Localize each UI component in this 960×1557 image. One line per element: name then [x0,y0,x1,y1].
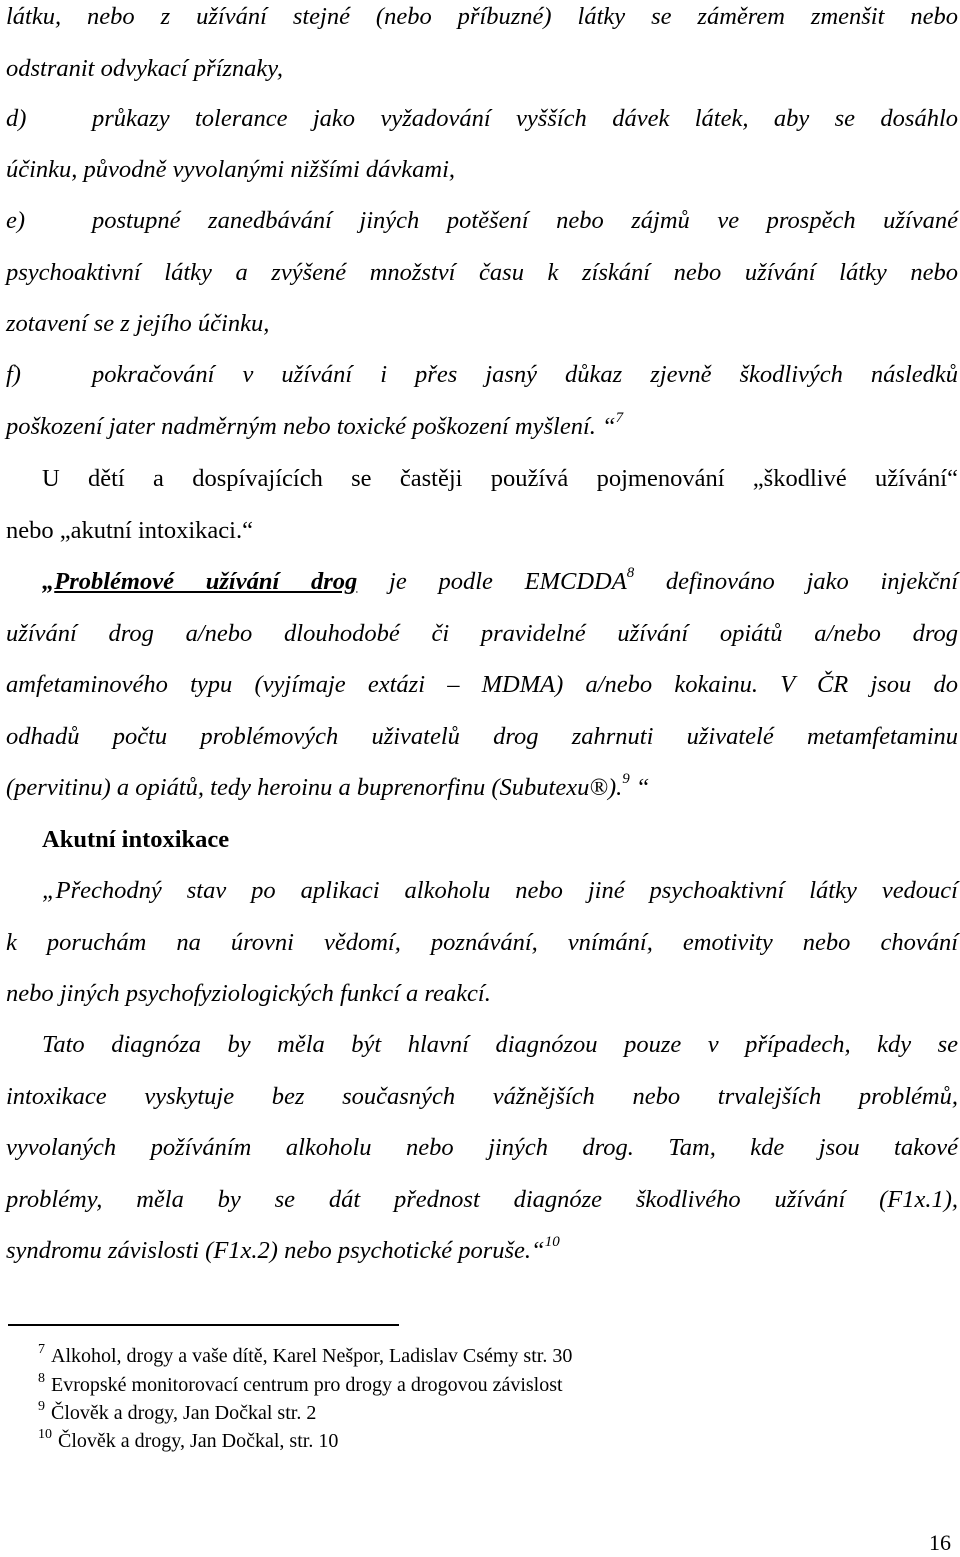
section-heading: Akutní intoxikace [42,826,230,853]
list-text: postupné zanedbávání jiných potěšení nebo zájmů ve prospěch užívané [92,207,958,234]
footnote-number: 7 [38,1342,45,1357]
footnote-text: Člověk a drogy, Jan Dočkal, str. 10 [58,1430,339,1452]
body-line: „Přechodný stav po aplikaci alkoholu nebo jiné psychoaktivní látky vedoucí [42,877,958,904]
footnote-text: Alkohol, drogy a vaše dítě, Karel Nešpor, Ladislav Csémy str. 30 [51,1345,573,1367]
footnote-separator [8,1324,399,1326]
footnote-text: Evropské monitorovací centrum pro drogy a drogovou závislost [51,1374,563,1396]
body-line: nebo „akutní intoxikaci.“ [6,517,253,544]
body-line [6,773,958,803]
list-label: f) [6,361,21,388]
body-line: vyvolaných požíváním alkoholu nebo jiných drog. Tam, kde jsou takové [6,1134,958,1161]
body-line: zotavení se z jejího účinku, [6,310,270,337]
footnote [38,1400,316,1426]
term-bold: Problémové užívání drog [54,568,358,595]
list-label: d) [6,105,27,132]
footnote-number: 8 [38,1371,45,1386]
body-line: problémy, měla by se dát přednost diagnóze škodlivého užívání (F1x.1), [6,1186,958,1213]
open-quote: „ [42,568,55,595]
footnote [38,1343,572,1369]
body-line: odhadů počtu problémových uživatelů drog zahrnuti uživatelé metamfetaminu [6,723,958,750]
footnote-number: 9 [38,1399,45,1414]
line-text: definováno jako injekční [634,568,958,595]
body-line [6,412,958,442]
body-line: užívání drog a/nebo dlouhodobé či pravidelné užívání opiátů a/nebo drog [6,620,958,647]
footnote-ref: 9 [622,771,630,787]
line-text: syndromu závislosti (F1x.2) nebo psychotické poruše.“ [6,1237,545,1264]
list-item-d [6,104,958,134]
body-line: účinku, původně vyvolanými nižšími dávkami, [6,156,456,183]
footnote [38,1428,338,1454]
body-line: k poruchám na úrovni vědomí, poznávání, vnímání, emotivity nebo chování [6,929,958,956]
list-item-f [6,360,958,390]
list-text: průkazy tolerance jako vyžadování vyšších dávek látek, aby se dosáhlo [92,105,958,132]
body-line: U dětí a dospívajících se častěji používá pojmenování „škodlivé užívání“ [42,465,958,492]
body-line: intoxikace vyskytuje bez současných vážnějších nebo trvalejších problémů, [6,1083,958,1110]
footnote-text: Člověk a drogy, Jan Dočkal str. 2 [51,1402,317,1424]
list-text: pokračování v užívání i přes jasný důkaz zjevně škodlivých následků [92,361,958,388]
line-text: poškození jater nadměrným nebo toxické poškození myšlení. “ [6,413,616,440]
list-item-e [6,206,958,236]
body-line [6,1236,958,1266]
footnote-number: 10 [38,1427,52,1442]
line-text: je podle EMCDDA [357,568,627,595]
page-number: 16 [929,1530,951,1555]
footnote-ref: 8 [626,565,635,581]
footnote [38,1372,563,1398]
body-line: amfetaminového typu (vyjímaje extázi – MDMA) a/nebo kokainu. V ČR jsou do [6,671,958,698]
body-line: odstranit odvykací příznaky, [6,55,283,82]
definition-line [42,567,958,597]
list-label: e) [6,207,26,234]
body-line: látku, nebo z užívání stejné (nebo příbuzné) látky se záměrem zmenšit nebo [6,3,958,30]
line-text: (pervitinu) a opiátů, tedy heroinu a buprenorfinu (Subutexu®). [6,774,623,801]
line-text: “ [629,774,650,801]
footnote-ref: 10 [544,1234,560,1250]
body-line: Tato diagnóza by měla být hlavní diagnózou pouze v případech, kdy se [42,1031,958,1058]
body-line: nebo jiných psychofyziologických funkcí a reakcí. [6,980,491,1007]
body-line: psychoaktivní látky a zvýšené množství času k získání nebo užívání látky nebo [6,259,958,286]
footnote-ref: 7 [615,410,624,426]
